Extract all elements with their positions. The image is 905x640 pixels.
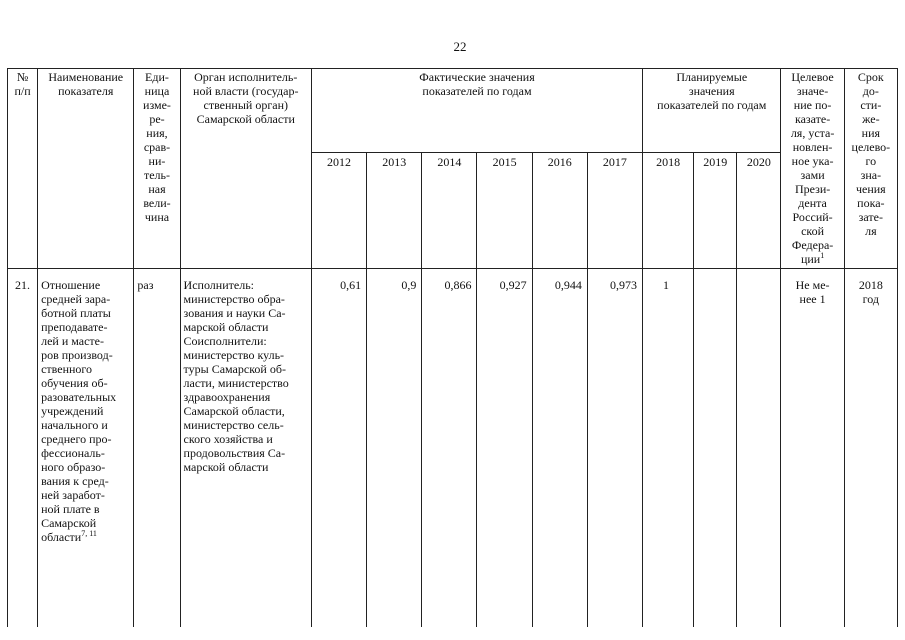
row-value-2016: 0,944 (532, 269, 587, 627)
row-executive-body: Исполнитель: министерство обра- зования и науки Са- марской области Соисполнители: министерство куль- туры Самарской об- ласти, министерство здравоохранения Самарской области, министерство сель- ского хозяйства и продовольствия Са- марской области (180, 269, 311, 627)
header-indicator-name: Наименование показателя (38, 69, 134, 269)
year-2016: 2016 (532, 153, 587, 269)
row-value-2014: 0,866 (422, 269, 477, 627)
header-target-text: Целевое значе- ние по- казате- ля, уста- новлен- ное ука- зами Прези- дента Россий- ской Федера- ции (790, 70, 835, 266)
row-indicator-footnote: 7, 11 (81, 529, 97, 538)
row-value-2012: 0,61 (311, 269, 366, 627)
year-2012: 2012 (311, 153, 366, 269)
year-2017: 2017 (587, 153, 642, 269)
row-indicator-text: Отношение средней зара- ботной платы преподавате- лей и масте- ров производ- ственного обучения об- разовательных учреждений начального и среднего про- фессиональ- ного образо- вания к сред- ней заработ- ной плате в Самарской области (41, 278, 117, 544)
row-value-2020 (737, 269, 781, 627)
header-target-value (781, 69, 844, 269)
table-header-row (8, 69, 898, 153)
row-value-2018: 1 (643, 269, 694, 627)
header-planned-values: Планируемые значения показателей по годам (643, 69, 781, 153)
row-value-2013: 0,9 (367, 269, 422, 627)
row-num: 21. (8, 269, 38, 627)
header-deadline: Срок до- сти- же- ния целево- го зна- чения пока- зате- ля (844, 69, 897, 269)
indicators-table (7, 68, 898, 627)
row-value-2019 (694, 269, 737, 627)
row-indicator-name (38, 269, 134, 627)
row-value-2015: 0,927 (477, 269, 532, 627)
table-row (8, 269, 898, 627)
header-target-footnote: 1 (820, 251, 825, 260)
year-2020: 2020 (737, 153, 781, 269)
year-2013: 2013 (367, 153, 422, 269)
row-target-value: Не ме- нее 1 (781, 269, 844, 627)
header-actual-values: Фактические значения показателей по годам (311, 69, 642, 153)
year-2015: 2015 (477, 153, 532, 269)
header-unit: Еди- ница изме- ре- ния, срав- ни- тель- ная вели- чина (134, 69, 180, 269)
row-unit: раз (134, 269, 180, 627)
row-value-2017: 0,973 (587, 269, 642, 627)
row-deadline: 2018 год (844, 269, 897, 627)
year-2018: 2018 (643, 153, 694, 269)
year-2014: 2014 (422, 153, 477, 269)
year-2019: 2019 (694, 153, 737, 269)
page-number: 22 (453, 39, 467, 54)
header-executive-body: Орган исполнитель- ной власти (государ- ственный орган) Самарской области (180, 69, 311, 269)
header-num: № п/п (8, 69, 38, 269)
